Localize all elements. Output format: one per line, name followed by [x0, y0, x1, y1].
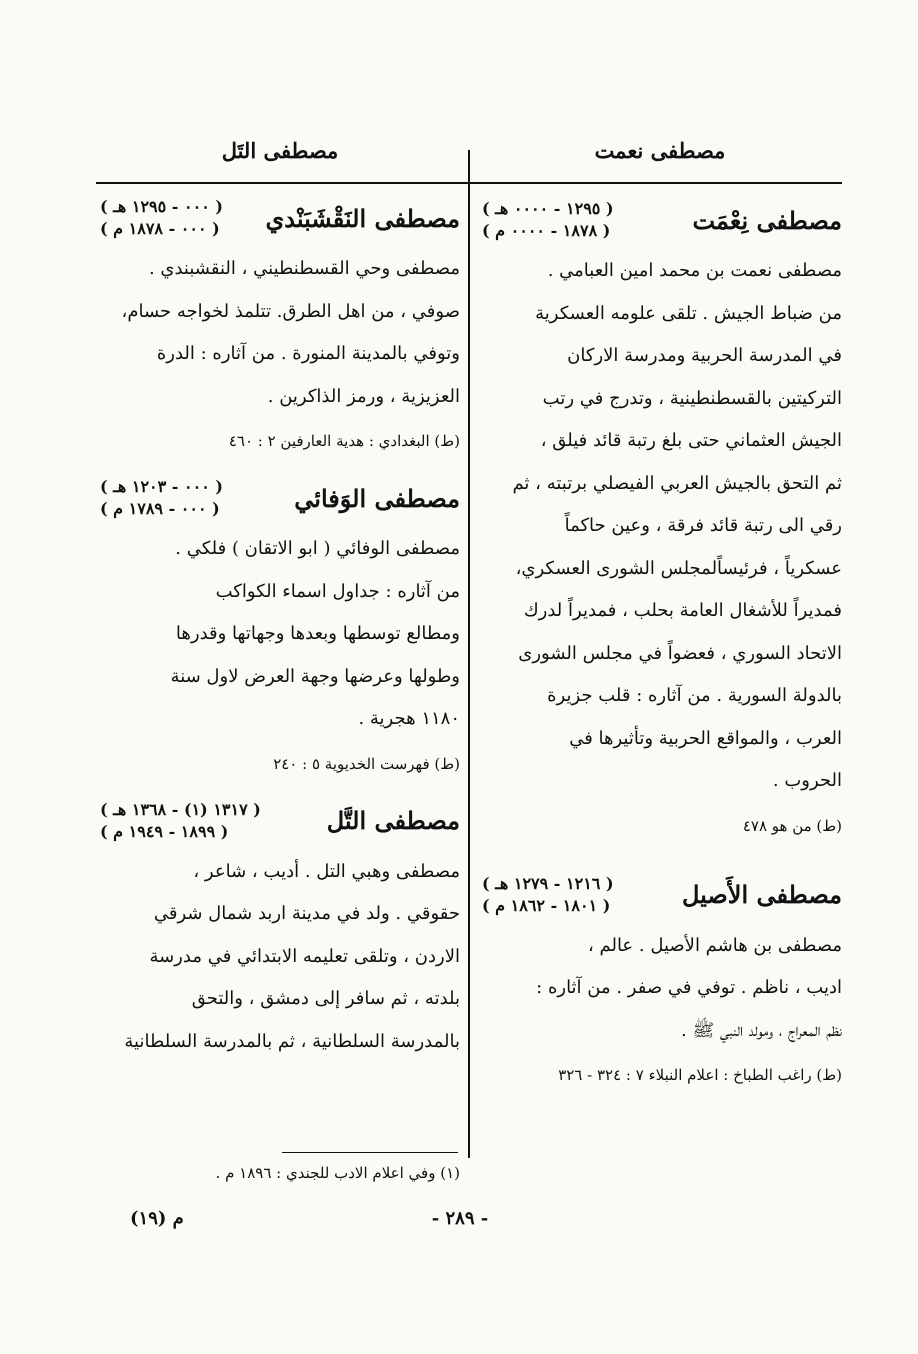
body-line: مصطفى وهبي التل . أديب ، شاعر ، [193, 860, 460, 882]
body-line: بلدته ، ثم سافر إلى دمشق ، والتحق [191, 988, 460, 1009]
entry-mustafa-tal [100, 799, 460, 1064]
running-header-left: مصطفى التَل [221, 138, 339, 163]
entry-mustafa-wafai [100, 476, 460, 777]
entry-heading [482, 873, 842, 917]
entry-name: مصطفى النَقْشَبَنْدي [265, 203, 460, 233]
entry-dates [100, 476, 223, 520]
body-line: ثم التحق بالجيش العربي الفيصلي برتبته ، ثم [512, 472, 842, 494]
body-line: مصطفى نعمت بن محمد امين العبامي . [547, 260, 842, 281]
date-hijri: ( ٠٠٠ - ١٢٩٥ هـ ) [100, 197, 223, 216]
entry-dates [100, 196, 223, 240]
body-line: رقي الى رتبة قائد فرقة ، وعين حاكماً [564, 515, 842, 536]
body-line: صوفي ، من اهل الطرق. تتلمذ لخواجه حسام، [121, 300, 460, 322]
body-line: اديب ، ناظم . توفي في صفر . من آثاره : [536, 977, 842, 998]
body-line: الاتحاد السوري ، فعضواً في مجلس الشورى [518, 642, 842, 664]
entry-source: (ط) راغب الطباخ : اعلام النبلاء ٧ : ٣٢٤ - ٣٢٦ [558, 1066, 842, 1084]
date-hijri: ( ١٣١٧ (١) - ١٣٦٨ هـ ) [100, 799, 261, 819]
date-hijri: ( ٠٠٠ - ١٢٠٣ هـ ) [100, 477, 223, 496]
column-divider [468, 150, 470, 1158]
body-line: العزيزية ، ورمز الذاكرين . [267, 385, 460, 407]
date-gregorian: ( ١٨٩٩ - ١٩٤٩ م ) [100, 821, 229, 841]
date-gregorian: ( ٠٠٠ - ١٧٨٩ م ) [100, 499, 220, 518]
entry-name: مصطفى الأَصيل [681, 880, 842, 909]
entry-body [100, 248, 460, 418]
footnote: (١) وفي اعلام الادب للجندي : ١٨٩٦ م . [215, 1164, 460, 1182]
body-line: نظم المعراج ، ومولد النبي ﷺ . [681, 1019, 842, 1041]
body-line: من آثاره : جداول اسماء الكواكب [215, 580, 460, 602]
signature-mark: م (١٩) [130, 1208, 184, 1229]
body-line: من ضباط الجيش . تلقى علومه العسكرية [535, 302, 842, 324]
entry-heading [100, 196, 460, 240]
entry-heading [482, 198, 842, 242]
body-line: بالدولة السورية . من آثاره : قلب جزيرة [547, 685, 842, 706]
entry-heading [100, 476, 460, 520]
entry-heading [100, 799, 460, 843]
right-column [482, 190, 842, 1110]
date-gregorian: ( ١٨٧٨ - ٠٠٠٠ م ) [482, 221, 611, 240]
body-line: التركيتين بالقسطنطينية ، وتدرج في رتب [542, 387, 842, 409]
body-line: مصطفى بن هاشم الأصيل . عالم ، [587, 934, 842, 956]
entry-body [482, 925, 842, 1053]
body-line: وطولها وعرضها وجهة العرض لاول سنة [170, 665, 460, 687]
body-line: الحروب . [772, 770, 842, 791]
date-gregorian: ( ٠٠٠ - ١٨٧٨ م ) [100, 219, 220, 238]
entry-dates [100, 799, 261, 843]
entry-name: مصطفى الوَفائي [294, 483, 460, 513]
entry-mustafa-naqshbandi [100, 196, 460, 454]
entry-source: (ط) البغدادي : هدية العارفين ٢ : ٤٦٠ [228, 432, 460, 450]
body-line: العرب ، والمواقع الحربية وتأثيرها في [569, 727, 842, 749]
footnote-rule [282, 1152, 458, 1153]
body-line: ١١٨٠ هجرية . [358, 708, 460, 729]
entry-body [100, 851, 460, 1064]
entry-name: مصطفى التَّل [326, 806, 460, 835]
body-line: بالمدرسة السلطانية ، ثم بالمدرسة السلطانية [124, 1030, 460, 1052]
body-line: وتوفي بالمدينة المنورة . من آثاره : الدرة [156, 343, 460, 364]
date-gregorian: ( ١٨٠١ - ١٨٦٢ م ) [482, 895, 611, 915]
entry-name: مصطفى نِعْمَت [692, 205, 842, 235]
body-line: حقوقي . ولد في مدينة اربد شمال شرقي [153, 903, 460, 924]
body-line: الجيش العثماني حتى بلغ رتبة قائد فيلق ، [540, 430, 842, 451]
entry-source: (ط) من هو ٤٧٨ [742, 816, 842, 835]
entry-dates [482, 873, 614, 917]
body-line: مصطفى الوفائي ( ابو الاتقان ) فلكي . [175, 538, 460, 559]
entry-dates [482, 198, 614, 242]
entry-body [482, 250, 842, 803]
body-line: الاردن ، وتلقى تعليمه الابتدائي في مدرسة [149, 945, 460, 967]
entry-mustafa-asil [482, 873, 842, 1089]
entry-mustafa-nimat [482, 198, 842, 839]
body-line: مصطفى وحي القسطنطيني ، النقشبندي . [148, 258, 460, 279]
body-line: عسكرياً ، فرئيساًلمجلس الشورى العسكري، [515, 557, 842, 579]
entry-source: (ط) فهرست الخديوية ٥ : ٢٤٠ [273, 754, 460, 773]
running-header-right: مصطفى نعمت [594, 138, 726, 163]
body-line: ومطالع توسطها وبعدها وجهاتها وقدرها [175, 623, 460, 644]
body-line: في المدرسة الحربية ومدرسة الاركان [567, 345, 842, 366]
entry-body [100, 528, 460, 741]
date-hijri: ( ١٢٩٥ - ٠٠٠٠ هـ ) [482, 199, 614, 218]
body-line: فمديراً للأشغال العامة بحلب ، فمديراً لدرك [523, 600, 842, 621]
date-hijri: ( ١٢١٦ - ١٢٧٩ هـ ) [482, 873, 614, 893]
left-column [100, 190, 460, 1063]
page-number: - ٢٨٩ - [431, 1208, 489, 1229]
